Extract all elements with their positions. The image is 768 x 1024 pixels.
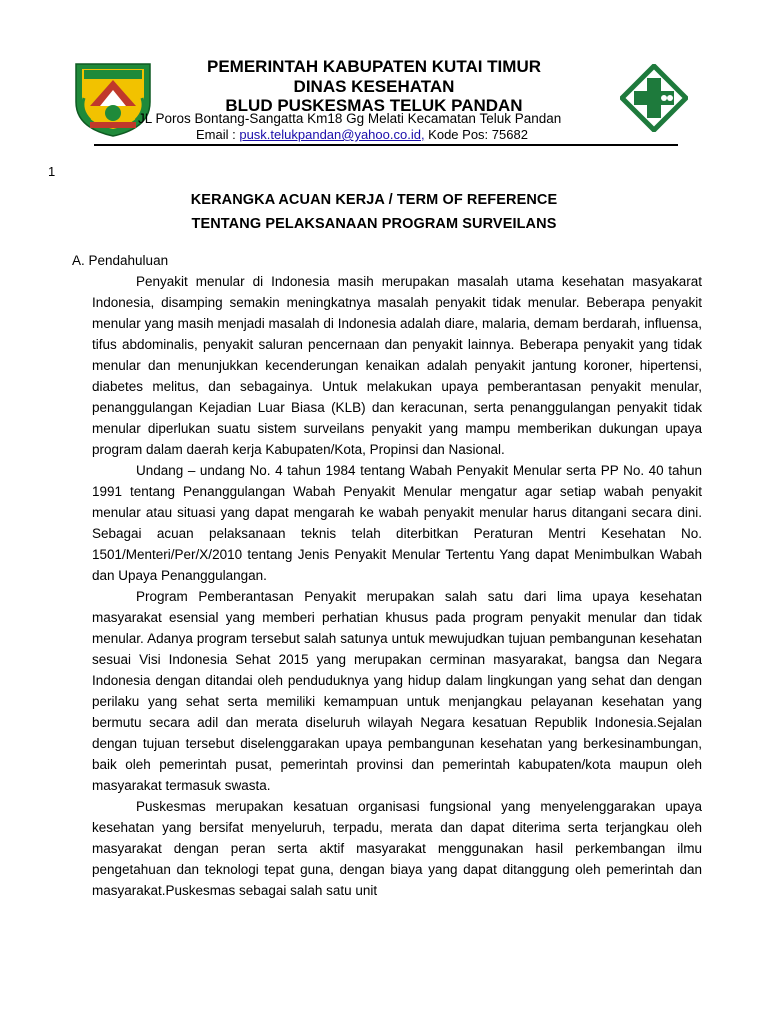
letterhead-address: JL Poros Bontang-Sangatta Km18 Gg Melati Kecamatan Teluk Pandan bbox=[138, 111, 562, 126]
page-number: 1 bbox=[48, 164, 56, 179]
letterhead-contact bbox=[196, 127, 528, 143]
postal-code: Kode Pos: 75682 bbox=[424, 127, 528, 142]
letterhead-line-3: BLUD PUSKESMAS TELUK PANDAN bbox=[225, 96, 523, 115]
section-heading: A. Pendahuluan bbox=[72, 253, 169, 268]
document-body bbox=[92, 271, 702, 901]
paragraph: Puskesmas merupakan kesatuan organisasi fungsional yang menyelenggarakan upaya kesehatan yang bersifat menyeluruh, terpadu, merata dan dapat diterima serta terjangkau oleh masyarakat dengan peran serta aktif masyarakat menggunakan hasil perkembangan ilmu pengetahuan dan teknologi tepat guna, dengan biaya yang dapat ditanggung oleh pemerintah dan masyarakat.Puskesmas sebagai salah satu unit bbox=[92, 799, 702, 898]
document-subtitle: TENTANG PELAKSANAAN PROGRAM SURVEILANS bbox=[191, 216, 557, 232]
letterhead-line-1: PEMERINTAH KABUPATEN KUTAI TIMUR bbox=[207, 57, 541, 76]
letterhead-line-2: DINAS KESEHATAN bbox=[293, 77, 455, 96]
email-link[interactable]: pusk.telukpandan@yahoo.co.id, bbox=[239, 127, 425, 142]
paragraph: Undang – undang No. 4 tahun 1984 tentang Wabah Penyakit Menular serta PP No. 40 tahun 1991 tentang Penanggulangan Wabah Penyakit Menular mengatur agar setiap wabah penyakit menular atau situasi yang dapat mengarah ke wabah penyakit menular harus ditangani secara dini. Sebagai acuan pelaksanaan teknis telah diterbitkan Peraturan Mentri Kesehatan No. 1501/Menteri/Per/X/2010 tentang Jenis Penyakit Menular Tertentu Yang dapat Menimbulkan Wabah dan Upaya Penanggulangan. bbox=[92, 463, 702, 583]
email-label: Email : bbox=[196, 127, 240, 142]
paragraph: Penyakit menular di Indonesia masih merupakan masalah utama kesehatan masyakarat Indonesia, disamping semakin meningkatnya masalah penyakit tidak menular. Beberapa penyakit menular yang masih menjadi masalah di Indonesia adalah diare, malaria, demam berdarah, influensa, tifus abdominalis, penyakit saluran pencernaan dan penyakit lainnya. Beberapa penyakit yang tidak menular dan menunjukkan kecenderungan kenaikan adalah penyakit jantung koroner, hipertensi, diabetes melitus, dan sebagainya. Untuk melakukan upaya pemberantasan penyakit menular, penanggulangan Kejadian Luar Biasa (KLB) dan keracunan, serta penanggulangan penyakit tidak menular diperlukan suatu sistem surveilans penyakit yang mampu memberikan dukungan upaya program dalam daerah kerja Kabupaten/Kota, Propinsi dan Nasional. bbox=[92, 274, 702, 457]
letterhead-divider bbox=[94, 144, 678, 146]
paragraph: Program Pemberantasan Penyakit merupakan salah satu dari lima upaya kesehatan masyarakat esensial yang memberi perhatian khusus pada program penyakit menular dan tidak menular. Adanya program tersebut salah satunya untuk mewujudkan tujuan pembangunan kesehatan sesuai Visi Indonesia Sehat 2015 yang merupakan cerminan masyarakat, bangsa dan Negara Indonesia dengan ditandai oleh penduduknya yang hidup dalam lingkungan yang sehat dan dengan perilaku yang sehat serta memiliki kemampuan untuk menjangkau pelayanan kesehatan yang bermutu secara adil dan merata diseluruh wilayah Negara kesatuan Republik Indonesia.Sejalan dengan tujuan tersebut diselenggarakan upaya pembangunan kesehatan yang berkesinambungan, baik oleh pemerintah pusat, pemerintah provinsi dan pemerintah kabupaten/kota maupun oleh masyarakat termasuk swasta. bbox=[92, 589, 702, 793]
document-title: KERANGKA ACUAN KERJA / TERM OF REFERENCE bbox=[190, 192, 558, 208]
